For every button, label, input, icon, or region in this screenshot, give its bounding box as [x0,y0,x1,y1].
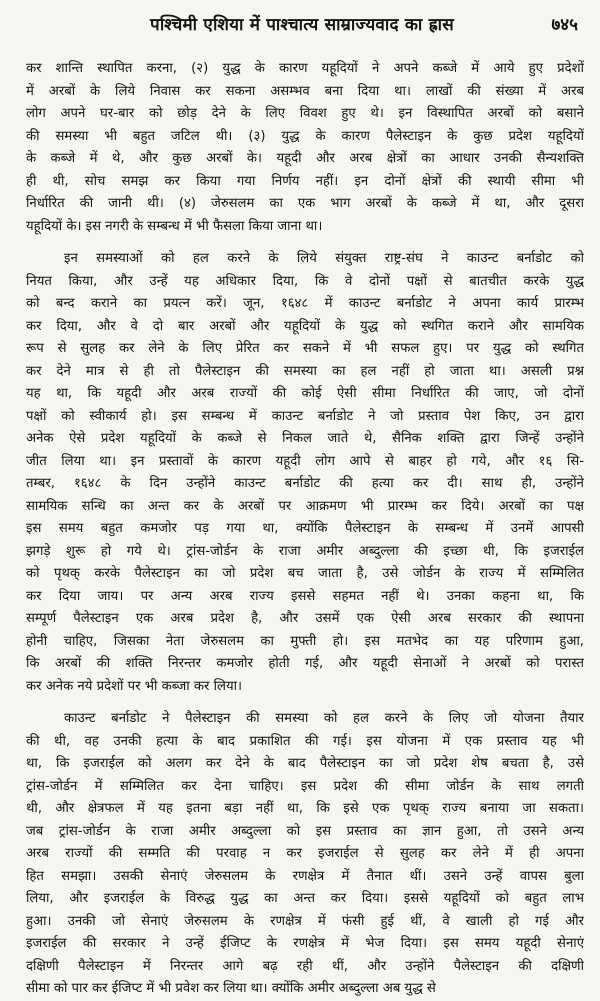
text-line: यहूदियों के। इस नगरी के सम्बन्ध में भी फैसला किया जाना था। [26,218,323,234]
text-line: की समस्या भी बहुत जटिल थी। (३) युद्ध के कारण पैलेस्टाइन के कुछ प्रदेश यहूदियों [26,128,584,144]
page-number: ७४५ [551,15,578,35]
text-line: ट्रांस-जोर्डन में सम्मिलित कर देना चाहिए। इस प्रदेश की सीमा जोर्डन के साथ लगती [26,778,584,794]
text-line: को पृथक् करके पैलेस्टाइन का जो प्रदेश बच जाता है, उसे जोर्डन के राज्य में सम्मिलित [26,566,584,581]
text-line: जब ट्रांस-जोर्डन के राजा अमीर अब्दुल्ला को इस प्रस्ताव का ज्ञान हुआ, तो उसने अन्य [26,823,584,839]
text-line: नियत किया, और उन्हें यह अधिकार दिया, कि वे दोनों पक्षों से बातचीत करके युद्ध [26,273,584,289]
text-line: लोग अपने घर-बार को छोड़ देने के लिए विवश हुए थे। इन विस्थापित अरबों को बसाने [26,106,584,121]
text-line: सामयिक सन्धि का अन्त कर के अरबों पर आक्रमण भी प्रारम्भ कर दिये। अरबों का पक्ष [26,498,584,514]
text-line: सीमा को पार कर ईजिप्ट में भी प्रवेश कर लिया था। क्योंकि अमीर अब्दुल्ला अब युद्ध से [26,981,436,996]
text-line: होनी चाहिए, जिसका नेता जेरुसलम का मुफ्ती हो। इस मतभेद का यह परिणाम हुआ, [26,633,584,649]
text-line: कर अनेक नये प्रदेशों पर भी कब्जा कर लिया। [26,678,243,694]
text-line: कर दिया, और वे दो बार अरबों और यहूदियों के युद्ध को स्थगित कराने और सामयिक [26,318,584,334]
text-line: में अरबों के लिये निवास कर सकना असम्भव बना दिया था। लाखों की संख्या में अरब [26,83,584,99]
text-line: कि अरबों की शक्ति निरन्तर कमजोर होती गई, और यहूदी सेनाओं ने अरबों को परास्त [26,656,584,671]
text-line: था, कि इजराईल को अलग कर देने के बाद पैलेस्टाइन का जो प्रदेश शेष बचता है, उसे [26,756,584,771]
paragraph-gap [26,238,584,248]
text-line: लिया, और इजराईल के विरुद्ध युद्ध का अन्त कर दिया। इससे यहूदियों को बहुत लाभ [26,891,584,906]
text-line: दक्षिणी पैलेस्टाइन में निरन्तर आगे बढ़ रही थीं, और उन्होंने पैलेस्टाइन की दक्षिणी [26,958,584,974]
text-line: झगड़े शुरू हो गये थे। ट्रांस-जोर्डन के राजा अमीर अब्दुल्ला की इच्छा थी, कि इजराईल [26,543,584,559]
text-line: को बन्द कराने का प्रयत्न करें। जून, १६४८ में काउन्ट बर्नाडोट ने अपना कार्य प्रारम्भ [26,296,584,311]
running-title: पश्चिमी एशिया में पाश्चात्य साम्राज्यवाद का ह्रास [150,15,454,35]
text-line: कर दिया जाय। पर अन्य अरब राज्य इससे सहमत नहीं थे। उनका कहना था, कि [26,588,584,604]
paragraph [26,248,584,698]
text-line: सम्पूर्ण पैलेस्टाइन एक अरब प्रदेश है, और उसमें एक ऐसी अरब सरकार की स्थापना [26,611,584,626]
text-line: निर्धारित की जानी थी। (४) जेरुसलम का एक भाग अरबों के कब्जे में था, और दूसरा [26,196,584,211]
paragraph-gap [26,698,584,708]
text-line: हित समझा। उसकी सेनाएं जेरुसलम के रणक्षेत्र में तैनात थीं। उसने उन्हें वापस बुला [26,868,584,884]
text-line: इन समस्याओं को हल करने के लिये संयुक्त राष्ट्र-संघ ने काउन्ट बर्नाडोट को [64,251,584,266]
text-line: ही थी, सोच समझ कर किया गया निर्णय नहीं। इन दोनों क्षेत्रों की स्थायी सीमा भी [26,173,584,189]
text-line: कर देने मात्र से ही तो पैलेस्टाइन की समस्या का हल नहीं हो जाता था। असली प्रश्न [26,363,584,379]
text-line: थी, और क्षेत्रफल में यह इतना बड़ा नहीं था, कि इसे एक पृथक् राज्य बनाया जा सकता। [26,801,584,816]
text-line: इस समय बहुत कमजोर पड़ गया था, क्योंकि पैलेस्टाइन के सम्बन्ध में उनमें आपसी [26,521,584,536]
text-line: इजराईल की सरकार ने उन्हें ईजिप्ट के रणक्षेत्र में भेज दिया। इस समय यहूदी सेनाएं [26,936,584,951]
text-line: काउन्ट बर्नाडोट ने पैलेस्टाइन की समस्या को हल करने के लिए जो योजना तैयार [64,711,584,726]
body-text [26,58,584,1001]
page-header [0,8,600,40]
text-line: हुआ। उनकी जो सेनाएं जेरुसलम के रणक्षेत्र में फंसी हुई थीं, वे खाली हो गई और [26,913,584,929]
text-line: अरब राज्यों की सम्मति की परवाह न कर इजराईल से सुलह कर लेने में ही अपना [26,846,584,861]
text-line: की थी, वह उनकी हत्या के बाद प्रकाशित की गई। इस योजना में एक प्रस्ताव यह भी [26,733,584,749]
text-line: तम्बर, १६४८ के दिन उन्होंने काउन्ट बर्नाडोट की हत्या कर दी। साथ ही, उन्होंने [26,476,584,491]
text-line: अनेक ऐसे प्रदेश यहूदियों के कब्जे से निकल जाते थे, सैनिक शक्ति द्वारा जिन्हें उन्होंने [26,431,584,446]
paragraph [26,708,584,1001]
text-line: पक्षों को स्वीकार्य हो। इस सम्बन्ध में काउन्ट बर्नाडोट ने जो प्रस्ताव पेश किए, उन द्वारा [26,408,584,424]
paragraph [26,58,584,238]
text-line: रूप से सुलह कर लेने के लिए प्रेरित कर सकने में भी सफल हुए। पर युद्ध को स्थगित [26,341,584,356]
text-line: के कब्जे में थे, और कुछ अरबों के। यहूदी और अरब क्षेत्रों का आधार उनकी सैन्यशक्ति [26,151,584,166]
text-line: कर शान्ति स्थापित करना, (२) युद्ध के कारण यहूदियों ने अपने कब्जे में आये हुए प्रदेशों [26,61,584,76]
text-line: जीत लिया था। इन प्रस्तावों के कारण यहूदी लोग आपे से बाहर हो गये, और १६ सि- [26,453,584,469]
text-line: यह था, कि यहूदी और अरब राज्यों की कोई ऐसी सीमा निर्धारित की जाए, जो दोनों [26,386,584,401]
